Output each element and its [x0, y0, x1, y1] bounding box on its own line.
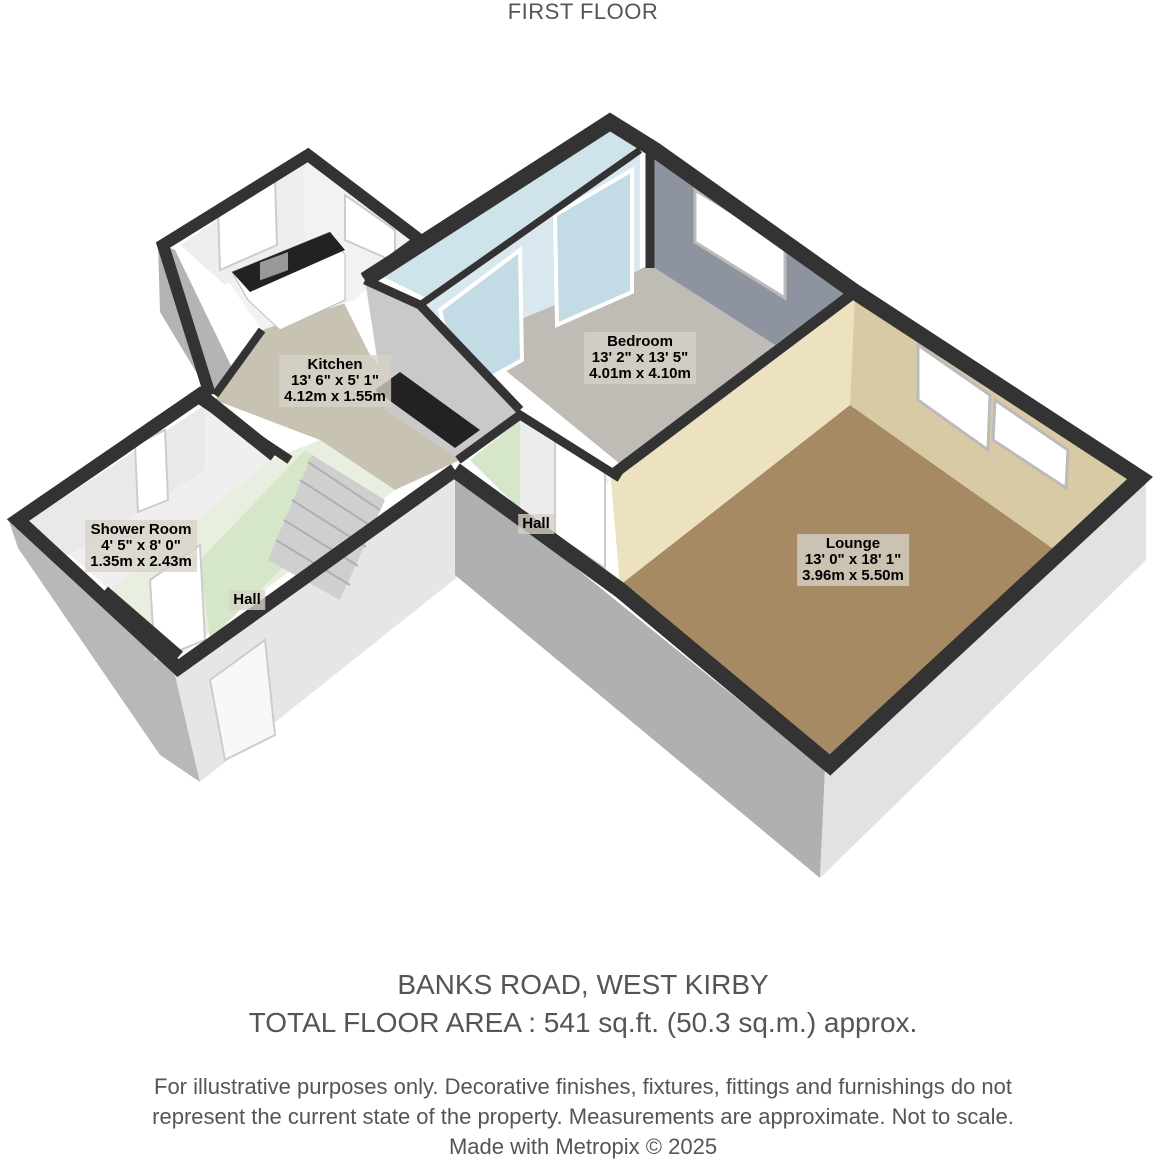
disclaimer-line-2: represent the current state of the property. Measurements are approximate. Not to scale.	[152, 1104, 1014, 1129]
room-imperial: 13' 0" x 18' 1"	[804, 551, 902, 568]
property-address: BANKS ROAD, WEST KIRBY	[397, 969, 769, 1000]
room-label-lounge	[797, 534, 909, 586]
room-label-bedroom	[584, 332, 696, 384]
room-name: Shower Room	[90, 521, 192, 538]
room-imperial: 13' 2" x 13' 5"	[591, 349, 689, 366]
room-label-hall-lower: Hall	[229, 590, 265, 610]
room-label-shower	[85, 520, 197, 572]
total-floor-area: TOTAL FLOOR AREA : 541 sq.ft. (50.3 sq.m.) approx.	[248, 1007, 918, 1038]
room-metric: 4.12m x 1.55m	[284, 388, 386, 405]
floor-title: FIRST FLOOR	[507, 0, 659, 24]
disclaimer-line-1: For illustrative purposes only. Decorative finishes, fixtures, fittings and furnishings do not	[154, 1074, 1012, 1099]
room-metric: 3.96m x 5.50m	[802, 567, 904, 584]
disclaimer-line-3: Made with Metropix © 2025	[448, 1134, 718, 1159]
room-name: Bedroom	[607, 333, 673, 350]
room-metric: 4.01m x 4.10m	[589, 365, 691, 382]
disclaimer	[0, 1072, 1166, 1162]
room-metric: 1.35m x 2.43m	[90, 553, 192, 570]
room-name: Kitchen	[307, 356, 363, 373]
room-label-hall-upper: Hall	[518, 514, 554, 534]
room-imperial: 13' 6" x 5' 1"	[290, 372, 380, 389]
room-imperial: 4' 5" x 8' 0"	[101, 537, 181, 554]
room-label-kitchen	[279, 355, 391, 407]
room-name: Lounge	[825, 535, 881, 552]
